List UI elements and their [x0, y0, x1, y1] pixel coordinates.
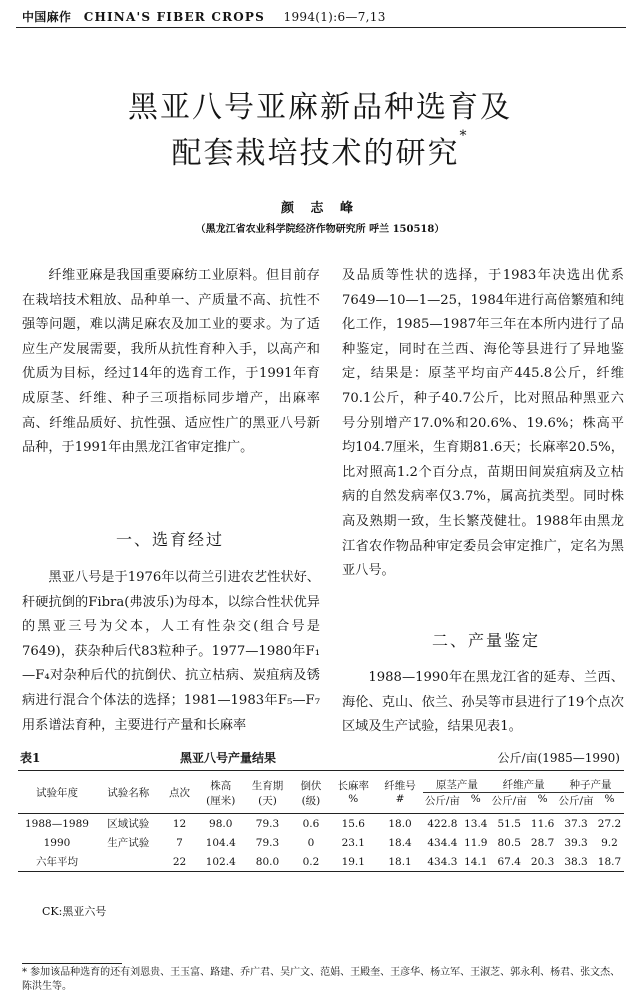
cell-seed-kg: 38.3: [557, 852, 595, 872]
author-affiliation: （黑龙江省农业科学院经济作物研究所 呼兰 150518）: [195, 224, 445, 235]
cell-fiber-no: 18.4: [388, 836, 412, 849]
th-height-unit: (厘米): [198, 793, 243, 814]
breeding-paragraph: 黑亚八号是于1976年以荷兰引进农艺性状好、秆硬抗倒的Fibra(弗波乐)为母本，以综合性状优异的黑亚三号为父本，人工有性杂交(组合号是7649)，获杂种后代83粒种子。1977—1980年F₁—F₄对杂种后代的抗倒伏、抗立枯病、炭疽病及锈病进行混合个体法的选择；1981—1983年F₅—F₇用系谱法育种，主要进行产量和长麻率: [22, 570, 320, 733]
cell-seed-pct: 9.2: [601, 836, 618, 849]
paper-title-line2: [0, 128, 640, 172]
right-column-top: [342, 264, 624, 584]
cell-seed-pct: 27.2: [597, 817, 622, 830]
cell-fiber-no: 18.0: [388, 817, 412, 830]
cell-fiber-kg: 67.4: [490, 852, 528, 872]
yield-paragraph: 1988—1990年在黑龙江省的延寿、兰西、海伦、克山、依兰、孙吴等市县进行了19个点次区域及生产试验，结果见表1。: [342, 670, 624, 735]
th-count: 点次: [161, 772, 199, 814]
cell-fiber-kg: 80.5: [497, 836, 521, 849]
cell-count: 12: [172, 817, 187, 830]
cell-fiber-rate: 15.6: [341, 817, 365, 830]
table-unit: 公斤/亩(1985—1990): [497, 751, 620, 765]
cell-seed-pct: 18.7: [595, 852, 624, 872]
cell-count: 7: [176, 836, 183, 849]
cell-fiber-pct: 20.3: [528, 852, 557, 872]
cell-seed-kg: 39.3: [564, 836, 588, 849]
cell-period: 79.3: [255, 836, 280, 849]
table-note: CK:黑亚六号: [42, 905, 107, 918]
header-rule: [16, 27, 626, 28]
table-row: [18, 833, 624, 852]
th-fiber-pct: %: [528, 793, 557, 814]
cell-fiber-pct: 11.6: [530, 817, 555, 830]
th-fiber-no-unit: #: [377, 793, 424, 814]
left-column-top: [22, 264, 320, 461]
journal-header: [22, 8, 622, 25]
paper-title-line1: 黑亚八号亚麻新品种选育及: [128, 90, 512, 125]
author-name: 颜 志 峰: [280, 201, 360, 216]
right-column-bottom: [342, 666, 624, 740]
cell-lodging: 0.2: [292, 852, 330, 872]
th-fiber-rate: 长麻率: [337, 779, 370, 792]
th-stem-kg: 公斤/亩: [423, 793, 461, 814]
cell-name: [96, 852, 161, 872]
journal-citation: 1994(1):6—7,13: [283, 10, 386, 24]
cell-stem-pct: 13.4: [464, 817, 488, 830]
yield-table: [18, 772, 624, 872]
section-heading-yield: 二、产量鉴定: [432, 631, 541, 650]
cell-year: 1990: [43, 836, 71, 849]
th-height: 株高: [210, 779, 232, 792]
cell-fiber-rate: 23.1: [341, 836, 365, 849]
cell-name: 区域试验: [107, 818, 150, 830]
cell-lodging: 0.6: [302, 817, 320, 830]
th-seed-yield: 种子产量: [557, 772, 624, 793]
paper-title-text: 配套栽培技术的研究: [171, 136, 460, 171]
th-lodging: 倒伏: [300, 779, 322, 792]
cell-name: 生产试验: [107, 837, 150, 849]
th-name: 试验名称: [96, 772, 161, 814]
th-period-unit: (天): [243, 793, 292, 814]
th-period: 生育期: [251, 779, 284, 792]
th-year: 试验年度: [18, 772, 96, 814]
cell-count: 22: [161, 852, 199, 872]
cell-period: 79.3: [255, 817, 280, 830]
footnote: * 参加该品种选育的还有刘恩贵、王玉富、路建、乔广君、吴广文、范娟、王殿奎、王彦华、杨立军、王淑芝、郭永利、杨君、张文杰、陈洪生等。: [22, 967, 621, 992]
cell-fiber-rate: 19.1: [330, 852, 377, 872]
cell-stem-pct: 14.1: [461, 852, 490, 872]
cell-height: 104.4: [205, 836, 236, 849]
cell-stem-kg: 434.3: [423, 852, 461, 872]
cell-height: 102.4: [198, 852, 243, 872]
cell-fiber-no: 18.1: [377, 852, 424, 872]
th-lodging-unit: (级): [292, 793, 330, 814]
journal-name-cn: 中国麻作: [22, 10, 72, 24]
th-fiber-no: 纤维号: [384, 779, 416, 792]
footnote-rule: [22, 963, 122, 964]
left-column-bottom: [22, 566, 320, 738]
cell-fiber-kg: 51.5: [497, 817, 521, 830]
th-stem-pct: %: [461, 793, 490, 814]
th-seed-kg: 公斤/亩: [557, 793, 595, 814]
table-row: [18, 852, 624, 872]
th-fiber-yield: 纤维产量: [490, 772, 557, 793]
th-fiber-kg: 公斤/亩: [490, 793, 528, 814]
cell-lodging: 0: [307, 836, 315, 849]
cell-seed-kg: 37.3: [564, 817, 588, 830]
cell-stem-kg: 434.4: [427, 836, 458, 849]
intro-paragraph: 纤维亚麻是我国重要麻纺工业原料。但目前存在栽培技术粗放、品种单一、产质量不高、抗性不强等问题，难以满足麻农及加工业的要求。为了适应生产发展需要，我所从抗性育种入手，以高产和优质为目标，经过14年的选育工作，于1991年育成原茎、纤维、种子三项指标同步增产，出麻率高、纤维品质好、抗性强、适应性广的黑亚八号新品种，于1991年由黑龙江省审定推广。: [22, 268, 320, 456]
cell-fiber-pct: 28.7: [530, 836, 555, 849]
table-title: 黑亚八号产量结果: [180, 751, 277, 765]
th-fiber-rate-unit: %: [330, 793, 377, 814]
table-row: [18, 814, 624, 834]
cell-year: 1988—1989: [25, 817, 89, 830]
cell-period: 80.0: [243, 852, 292, 872]
cell-stem-kg: 422.8: [427, 817, 458, 830]
journal-name-en: CHINA'S FIBER CROPS: [83, 10, 266, 24]
cell-height: 98.0: [209, 817, 233, 830]
cell-stem-pct: 11.9: [464, 836, 488, 849]
th-stem-yield: 原茎产量: [423, 772, 490, 793]
table-header-row-1: [18, 772, 624, 793]
table-label: 表1: [20, 751, 41, 765]
table-top-rule: [18, 770, 624, 771]
th-seed-pct: %: [595, 793, 624, 814]
breeding-paragraph-continued: 及品质等性状的选择，于1983年决选出优系7649—10—1—25，1984年进行高倍繁殖和纯化工作，1985—1987年三年在本所内进行了品种鉴定，同时在兰西、海伦等县进行了异地鉴定，结果是：原茎平均亩产445.8公斤，纤维70.1公斤，种子40.7公斤，比对照品种黑亚六号分别增产17.0%和20.6%、19.6%；株高平均104.7厘米，生育期81.6天；长麻率20.5%，比对照高1.2个百分点，苗期田间炭疽病及立枯病的自然发病率仅3.7%，属高抗类型。同时株高及熟期一致，生长繁茂健壮。1988年由黑龙江省农作物品种审定委员会审定推广，定名为黑亚八号。: [342, 268, 624, 579]
cell-year: 六年平均: [18, 852, 96, 872]
title-footnote-mark: *: [459, 128, 469, 144]
section-heading-breeding: 一、选育经过: [116, 530, 225, 549]
